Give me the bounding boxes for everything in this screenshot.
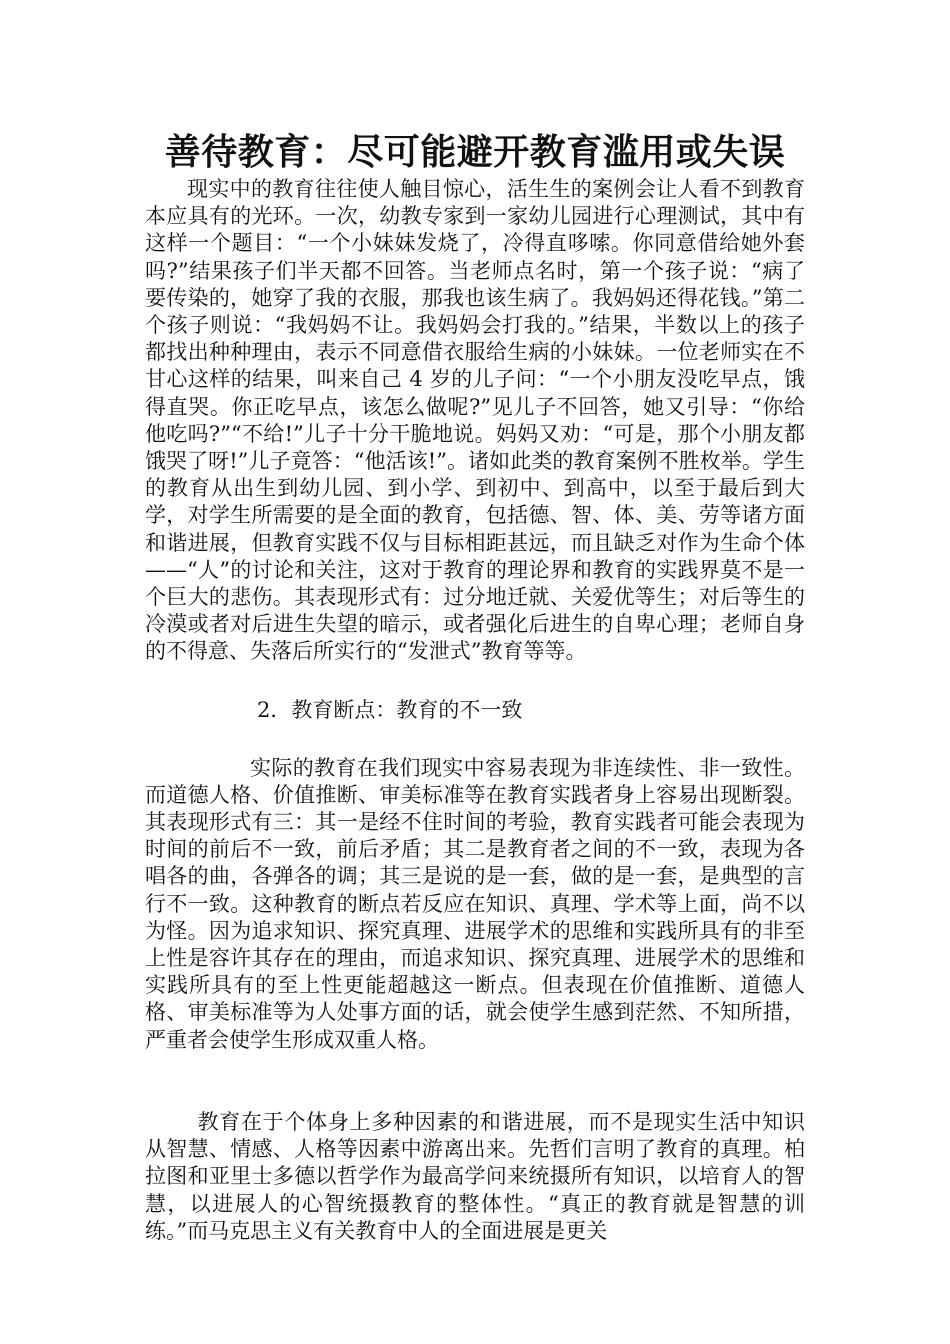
paragraph-harmony: 教育在于个体身上多种因素的和谐进展，而不是现实生活中知识从智慧、情感、人格等因素中游离出来。先哲们言明了教育的真理。柏拉图和亚里士多德以哲学作为最高学问来统摄所有知识，以培育人的智慧，以进展人的心智统摄教育的整体性。“真正的教育就是智慧的训练。”而马克思主义有关教育中人的全面进展是更关 — [145, 1109, 805, 1243]
document-title: 善待教育：尽可能避开教育滥用或失误 — [164, 131, 786, 173]
paragraph-intro: 现实中的教育往往使人触目惊心，活生生的案例会让人看不到教育本应具有的光环。一次，幼教专家到一家幼儿园进行心理测试，其中有这样一个题目：“一个小妹妹发烧了，冷得直哆嗦。你同意借给她外套吗?”结果孩子们半天都不回答。当老师点名时，第一个孩子说：“病了要传染的，她穿了我的衣服，那我也该生病了。我妈妈还得花钱。”第二个孩子则说：“我妈妈不让。我妈妈会打我的。”结果，半数以上的孩子都找出种种理由，表示不同意借衣服给生病的小妹妹。一位老师实在不甘心这样的结果，叫来自己 4 岁的儿子问：“一个小朋友没吃早点，饿得直哭。你正吃早点，该怎么做呢?”见儿子不回答，她又引导：“你给他吃吗?”“不给!”儿子十分干脆地说。妈妈又劝：“可是，那个小朋友都饿哭了呀!”儿子竟答：“他活该!”。诸如此类的教育案例不胜枚举。学生的教育从出生到幼儿园、到小学、到初中、到高中，以至于最后到大学，对学生所需要的是全面的教育，包括德、智、体、美、劳等诸方面和谐进展，但教育实践不仅与目标相距甚远，而且缺乏对作为生命个体——“人”的讨论和关注，这对于教育的理论界和教育的实践界莫不是一个巨大的悲伤。其表现形式有：过分地迁就、关爱优等生；对后等生的冷漠或者对后进生失望的暗示，或者强化后进生的自卑心理；老师自身的不得意、失落后所实行的“发泄式”教育等等。 — [145, 177, 805, 664]
section-heading: 2．教育断点：教育的不一致 — [257, 697, 523, 722]
document-page — [145, 128, 805, 1245]
paragraph-discontinuity: 实际的教育在我们现实中容易表现为非连续性、非一致性。而道德人格、价值推断、审美标准等在教育实践者身上容易出现断裂。其表现形式有三：其一是经不住时间的考验，教育实践者可能会表现为时间的前后不一致，前后矛盾；其二是教育者之间的不一致，表现为各唱各的曲，各弹各的调；其三是说的是一套，做的是一套，是典型的言行不一致。这种教育的断点若反应在知识、真理、学术等上面，尚不以为怪。因为追求知识、探究真理、进展学术的思维和实践所具有的非至上性是容许其存在的理由，而追求知识、探究真理、进展学术的思维和实践所具有的至上性更能超越这一断点。但表现在价值推断、道德人格、审美标准等为人处事方面的话，就会使学生感到茫然、不知所措，严重者会使学生形成双重人格。 — [145, 755, 805, 1052]
